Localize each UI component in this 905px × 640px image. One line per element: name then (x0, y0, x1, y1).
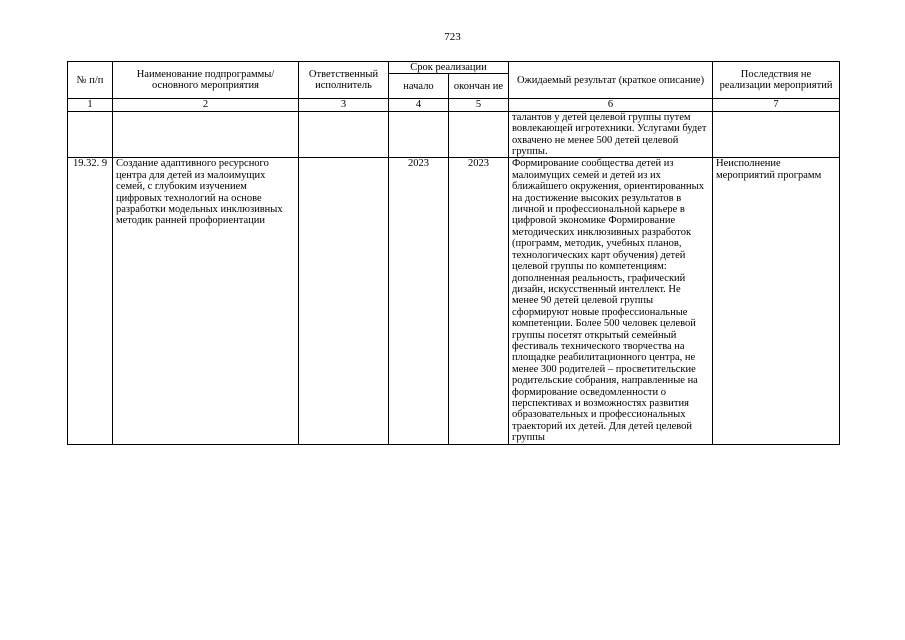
row-name: Создание адаптивного ресурсного центра для детей из малоимущих семей, с глубоким изучением цифровых технологий на основе разработки модельных инклюзивных методик ранней профориентации (113, 158, 299, 444)
row-result: талантов у детей целевой группы путем вовлекающей игротехники. Услугами будет охвачено не менее 500 детей целевой группы. (509, 111, 713, 158)
page-number: 723 (444, 31, 461, 43)
row-responsible (299, 111, 389, 158)
column-number: 4 (389, 99, 449, 111)
row-result: Формирование сообщества детей из малоимущих семей и детей из их ближайшего окружения, ориентированных на достижение высоких результатов в личной и профессиональной карьере в цифровой экономике Формирование методических инклюзивных разработок (программ, методик, учебных планов, технологических карт обучения) детей целевой группы по компетенциям: дополненная реальность, графический дизайн, искусственный интеллект. Не менее 90 детей целевой группы сформируют новые профессиональные компетенции. Более 500 человек целевой группы посетят открытый семейный фестиваль технического творчества на площадке реабилитационного центра, не менее 300 родителей – просветительские родительские собрания, направленные на формирование осведомленности о перспективах и возможностях развития образовательных и профессиональных траекторий их детей. Для детей целевой группы (509, 158, 713, 444)
row-end (449, 111, 509, 158)
row-num (68, 111, 113, 158)
header-start: начало (389, 74, 449, 99)
column-number: 5 (449, 99, 509, 111)
column-number-row (68, 99, 840, 111)
program-table (67, 61, 840, 445)
row-start (389, 111, 449, 158)
column-number: 3 (299, 99, 389, 111)
header-end: окончан ие (449, 74, 509, 99)
row-responsible (299, 158, 389, 444)
row-name (113, 111, 299, 158)
table-row (68, 111, 840, 158)
header-responsible: Ответственный исполнитель (299, 62, 389, 99)
column-number: 1 (68, 99, 113, 111)
header-consequence: Последствия не реализации мероприятий (713, 62, 840, 99)
header-name: Наименование подпрограммы/ основного мероприятия (113, 62, 299, 99)
row-start: 2023 (389, 158, 449, 444)
header-num: № п/п (68, 62, 113, 99)
header-result: Ожидаемый результат (краткое описание) (509, 62, 713, 99)
row-num: 19.32. 9 (68, 158, 113, 444)
header-period: Срок реализации (389, 62, 509, 74)
column-number: 7 (713, 99, 840, 111)
row-consequence: Неисполнение мероприятий программ (713, 158, 840, 444)
column-number: 6 (509, 99, 713, 111)
column-number: 2 (113, 99, 299, 111)
table-row (68, 158, 840, 444)
row-end: 2023 (449, 158, 509, 444)
row-consequence (713, 111, 840, 158)
